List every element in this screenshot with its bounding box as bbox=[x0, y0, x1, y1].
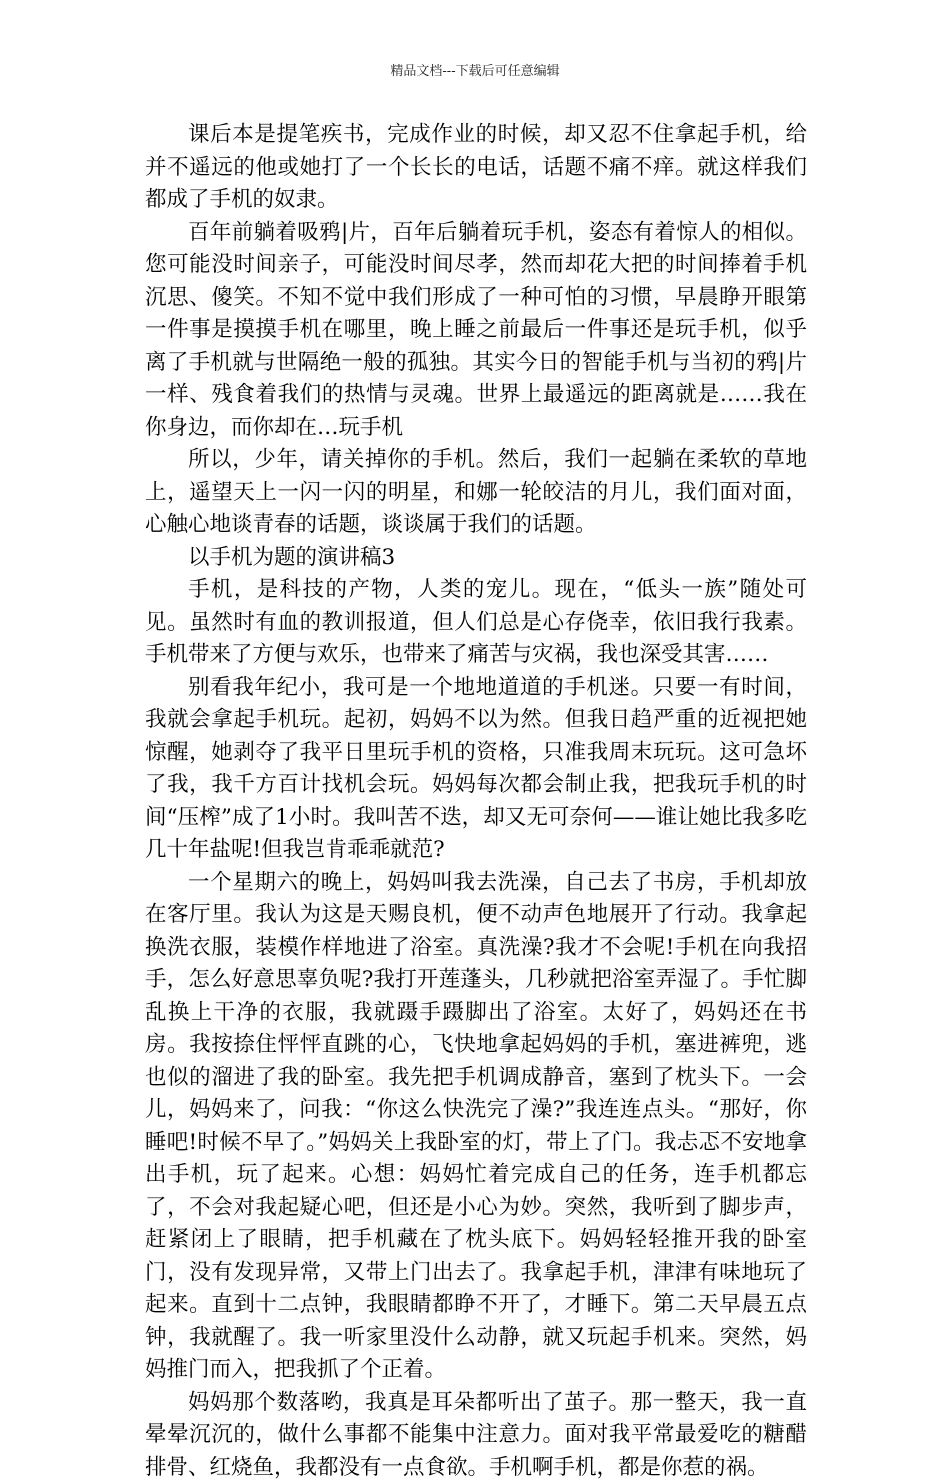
paragraph-4: 手机，是科技的产物，人类的宠儿。现在，“低头一族”随处可见。虽然时有血的教训报道，但人们总是心存侥幸，依旧我行我素。手机带来了方便与欢乐，也带来了痛苦与灾祸，我也深受其害…… bbox=[145, 574, 807, 672]
paragraph-2: 百年前躺着吸鸦|片，百年后躺着玩手机，姿态有着惊人的相似。您可能没时间亲子，可能没时间尽孝，然而却花大把的时间捧着手机沉思、傻笑。不知不觉中我们形成了一种可怕的习惯，早晨睁开眼第一件事是摸摸手机在哪里，晚上睡之前最后一件事还是玩手机，似乎离了手机就与世隔绝一般的孤独。其实今日的智能手机与当初的鸦|片一样、残食着我们的热情与灵魂。世界上最遥远的距离就是……我在你身边，而你却在…玩手机 bbox=[145, 217, 807, 445]
paragraph-3: 所以，少年，请关掉你的手机。然后，我们一起躺在柔软的草地上，遥望天上一闪一闪的明星，和娜一轮皎洁的月儿，我们面对面，心触心地谈青春的话题，谈谈属于我们的话题。 bbox=[145, 444, 807, 542]
page-header: 精品文档---下载后可任意编辑 bbox=[0, 63, 950, 81]
paragraph-6: 一个星期六的晚上，妈妈叫我去洗澡，自己去了书房，手机却放在客厅里。我认为这是天赐良机，便不动声色地展开了行动。我拿起换洗衣服，装模作样地进了浴室。真洗澡?我才不会呢!手机在向我招手，怎么好意思辜负呢?我打开莲蓬头，几秒就把浴室弄湿了。手忙脚乱换上干净的衣服，我就蹑手蹑脚出了浴室。太好了，妈妈还在书房。我按捺住怦怦直跳的心，飞快地拿起妈妈的手机，塞进裤兜，逃也似的溜进了我的卧室。我先把手机调成静音，塞到了枕头下。一会儿，妈妈来了，问我：“你这么快洗完了澡?”我连连点头。“那好，你睡吧!时候不早了。”妈妈关上我卧室的灯，带上了门。我忐忑不安地拿出手机，玩了起来。心想：妈妈忙着完成自己的任务，连手机都忘了，不会对我起疑心吧，但还是小心为妙。突然，我听到了脚步声，赶紧闭上了眼睛，把手机藏在了枕头底下。妈妈轻轻推开我的卧室门，没有发现异常，又带上门出去了。我拿起手机，津津有味地玩了起来。直到十二点钟，我眼睛都睁不开了，才睡下。第二天早晨五点钟，我就醒了。我一听家里没什么动静，就又玩起手机来。突然，妈妈推门而入，把我抓了个正着。 bbox=[145, 867, 807, 1387]
paragraph-7: 妈妈那个数落哟，我真是耳朵都听出了茧子。那一整天，我一直晕晕沉沉的，做什么事都不能集中注意力。面对我平常最爱吃的糖醋排骨、红烧鱼，我都没有一点食欲。手机啊手机，都是你惹的祸。 bbox=[145, 1387, 807, 1484]
document-body bbox=[145, 119, 807, 1484]
paragraph-5: 别看我年纪小，我可是一个地地道道的手机迷。只要一有时间，我就会拿起手机玩。起初，妈妈不以为然。但我日趋严重的近视把她惊醒，她剥夺了我平日里玩手机的资格，只准我周末玩玩。这可急坏了我，我千方百计找机会玩。妈妈每次都会制止我，把我玩手机的时间“压榨”成了1小时。我叫苦不迭，却又无可奈何——谁让她比我多吃几十年盐呢!但我岂肯乖乖就范? bbox=[145, 672, 807, 867]
section-title: 以手机为题的演讲稿3 bbox=[145, 542, 807, 575]
paragraph-1: 课后本是提笔疾书，完成作业的时候，却又忍不住拿起手机，给并不遥远的他或她打了一个长长的电话，话题不痛不痒。就这样我们都成了手机的奴隶。 bbox=[145, 119, 807, 217]
